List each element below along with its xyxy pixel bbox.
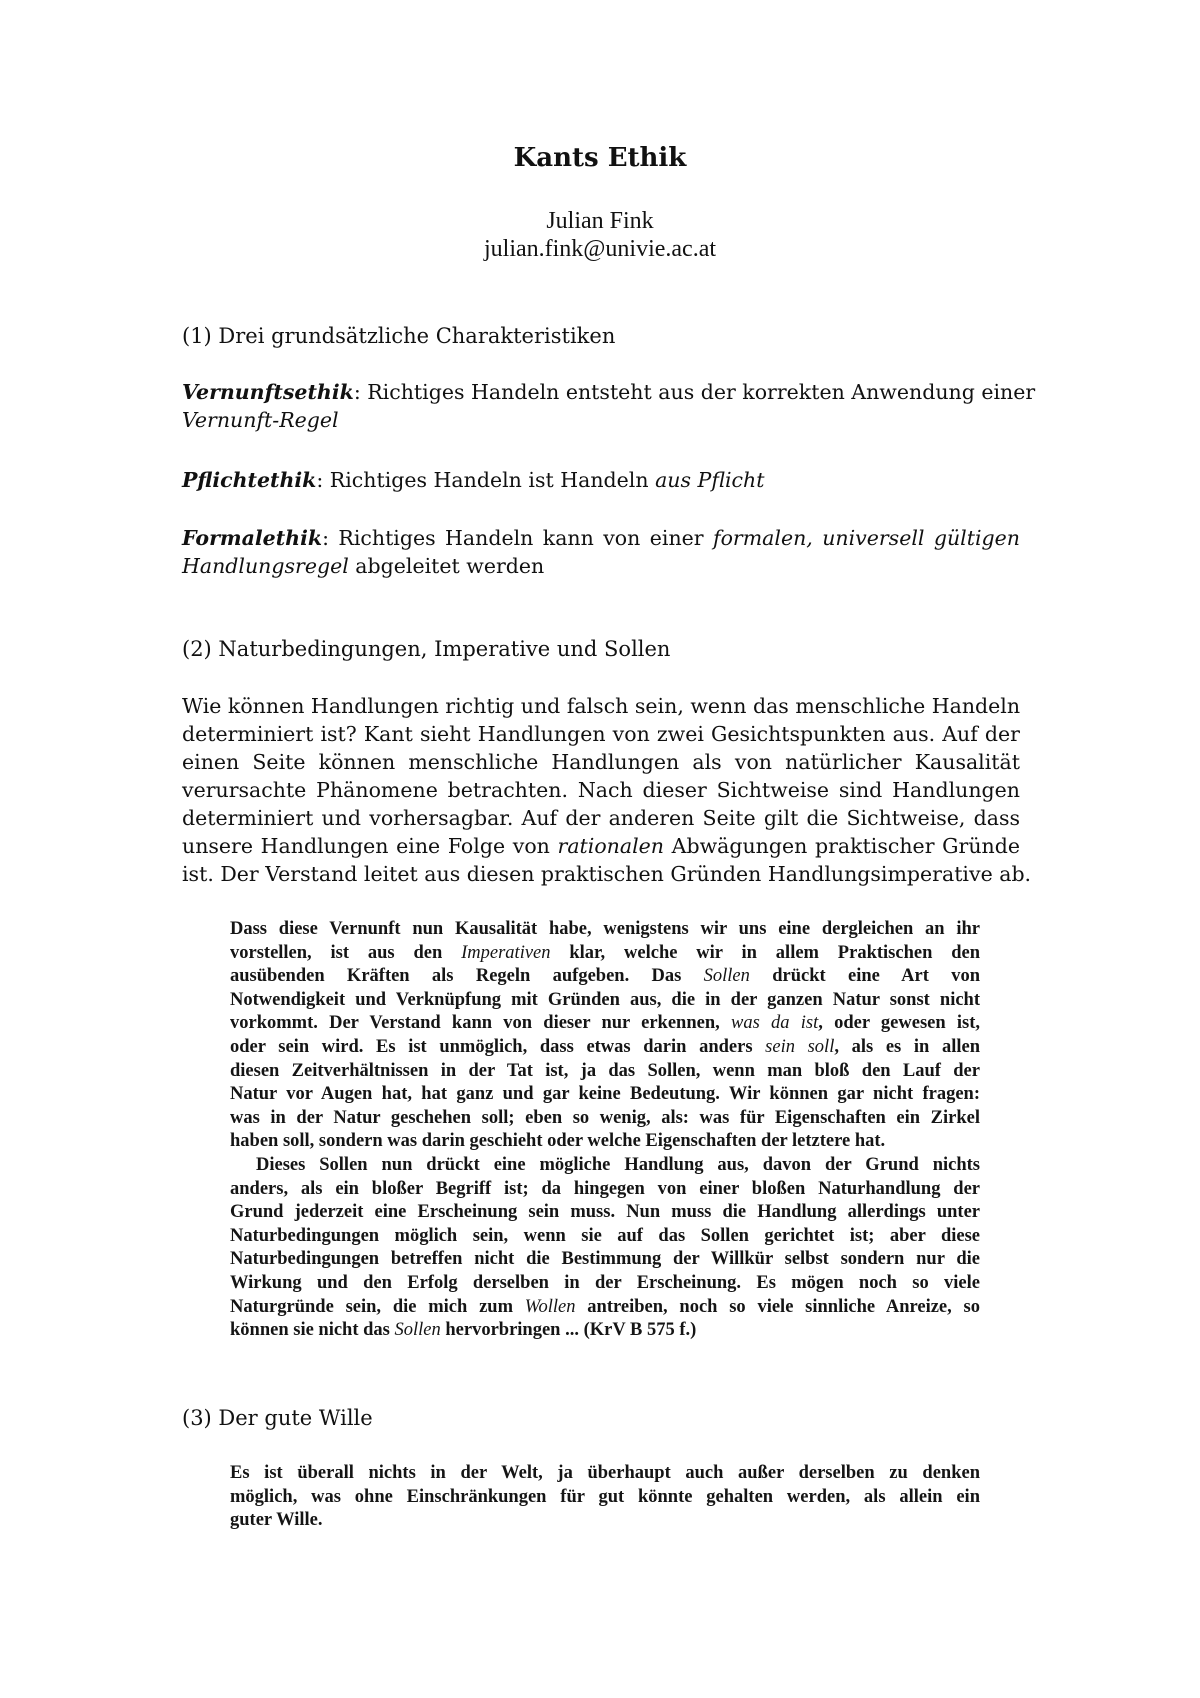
- quote-emphasis: was da ist: [730, 1013, 819, 1034]
- definition-line: [182, 466, 1020, 494]
- quote-line: [230, 1012, 980, 1036]
- quote-emphasis: sein soll: [765, 1036, 835, 1057]
- definition-emphasis: aus Pflicht: [655, 468, 765, 492]
- paragraph-emphasis: rationalen: [557, 834, 664, 858]
- quote-text: drückt eine Art von: [749, 966, 980, 987]
- quote-line: haben soll, sondern was darin geschieht oder welche Eigenschaften der letztere hat.: [230, 1131, 886, 1152]
- quote-line: möglich, was ohne Einschränkungen für gut könnte gehalten werden, als allein ein: [230, 1486, 980, 1507]
- paragraph-line: ist. Der Verstand leitet aus diesen praktischen Gründen Handlungsimperative ab.: [182, 862, 1032, 886]
- quote-line: Dass diese Vernunft nun Kausalität habe, wenigstens wir uns eine dergleichen an ihr: [230, 919, 980, 939]
- kant-quote-krv: [230, 918, 980, 1343]
- quote-line: [230, 1036, 980, 1060]
- quote-line: guter Wille.: [230, 1510, 323, 1531]
- section-1-heading: (1) Drei grundsätzliche Charakteristiken: [182, 324, 616, 348]
- quote-line: anders, als ein bloßer Begriff ist; da hingegen von einer bloßen Naturhandlung der: [230, 1178, 980, 1199]
- quote-line: diesen Zeitverhältnissen in der Tat ist, ja das Sollen, wenn man bloß den Lauf der: [230, 1060, 980, 1081]
- paragraph-text: Abwägungen praktischer Gründe: [664, 834, 1020, 858]
- quote-line: [230, 1319, 980, 1343]
- kant-quote-guter-wille: [230, 1462, 980, 1533]
- quote-line: Dieses Sollen nun drückt eine mögliche Handlung aus, davon der Grund nichts: [256, 1154, 980, 1175]
- quote-line: was in der Natur geschehen soll; eben so wenig, als: was für Eigenschaften ein Zirkel: [230, 1107, 980, 1128]
- definition-continuation: Vernunft-Regel: [182, 408, 339, 432]
- term-formalethik: Formalethik: [182, 526, 323, 550]
- quote-text: vorstellen, ist aus den: [230, 942, 462, 963]
- definition-vernunftsethik: [182, 378, 1036, 434]
- section-3-heading: (3) Der gute Wille: [182, 1406, 373, 1430]
- paragraph-line: determiniert ist? Kant sieht Handlungen von zwei Gesichtspunkten aus. Auf der: [182, 722, 1020, 746]
- quote-line: [230, 1296, 980, 1320]
- quote-text: können sie nicht das: [230, 1320, 395, 1341]
- quote-emphasis: Sollen: [394, 1320, 441, 1341]
- quote-text: antreiben, noch so viele sinnliche Anreize, so: [575, 1296, 981, 1317]
- quote-line: Naturbedingungen möglich sein, wenn sie auf das Sollen gerichtet ist; aber diese: [230, 1225, 980, 1246]
- definition-line: [182, 378, 1036, 406]
- section-2-paragraph: [182, 692, 1032, 888]
- quote-emphasis: Wollen: [524, 1296, 576, 1317]
- quote-text: , als es in allen: [834, 1036, 980, 1057]
- quote-line: Grund jederzeit eine Erscheinung sein muss. Nun muss die Handlung allerdings unter: [230, 1202, 980, 1223]
- author-email: julian.fink@univie.ac.at: [483, 236, 717, 262]
- paragraph-line: Wie können Handlungen richtig und falsch sein, wenn das menschliche Handeln: [182, 694, 1021, 718]
- author-name: Julian Fink: [546, 208, 654, 234]
- quote-line: [230, 942, 980, 966]
- section-2-heading: (2) Naturbedingungen, Imperative und Sollen: [182, 637, 671, 661]
- definition-line: [182, 552, 1020, 580]
- term-vernunftsethik: Vernunftsethik: [182, 380, 354, 404]
- quote-line: Es ist überall nichts in der Welt, ja überhaupt auch außer derselben zu denken: [230, 1463, 980, 1483]
- quote-text: Naturgründe sein, die mich zum: [230, 1296, 525, 1317]
- quote-text: klar, welche wir in allem Praktischen den: [550, 942, 980, 963]
- paragraph-text: unsere Handlungen eine Folge von: [182, 834, 558, 858]
- quote-line: Wirkung und den Erfolg derselben in der Erscheinung. Es mögen noch so viele: [230, 1272, 980, 1293]
- quote-line: [230, 965, 980, 989]
- quote-text: hervorbringen ... (KrV B 575 f.): [440, 1320, 697, 1341]
- definition-text: abgeleitet werden: [348, 554, 545, 578]
- quote-text: ausübenden Kräften als Regeln aufgeben. Das: [230, 966, 704, 987]
- definition-text: : Richtiges Handeln kann von einer: [322, 526, 713, 550]
- definition-line: [182, 524, 1020, 552]
- paragraph-line: determiniert und vorhersagbar. Auf der anderen Seite gilt die Sichtweise, dass: [182, 806, 1020, 830]
- definition-text: : Richtiges Handeln ist Handeln: [316, 468, 656, 492]
- definition-emphasis: Handlungsregel: [182, 554, 349, 578]
- quote-emphasis: Imperativen: [461, 942, 551, 963]
- definition-pflichtethik: [182, 466, 1020, 494]
- term-pflichtethik: Pflichtethik: [182, 468, 317, 492]
- definition-formalethik: [182, 524, 1020, 580]
- quote-line: Naturbedingungen betreffen nicht die Bestimmung der Willkür selbst sondern nur die: [230, 1249, 980, 1270]
- quote-text: vorkommt. Der Verstand kann von dieser nur erkennen,: [230, 1013, 731, 1034]
- paragraph-line: verursachte Phänomene betrachten. Nach dieser Sichtweise sind Handlungen: [182, 778, 1020, 802]
- quote-emphasis: Sollen: [703, 966, 750, 987]
- paragraph-line: [182, 832, 1020, 860]
- quote-text: oder sein wird. Es ist unmöglich, dass etwas darin anders: [230, 1036, 766, 1057]
- definition-text: : Richtiges Handeln entsteht aus der korrekten Anwendung einer: [353, 380, 1036, 404]
- paragraph-line: einen Seite können menschliche Handlungen als von natürlicher Kausalität: [182, 750, 1020, 774]
- quote-line: Notwendigkeit und Verknüpfung mit Gründen aus, die in der ganzen Natur sonst nicht: [230, 989, 980, 1010]
- quote-text: , oder gewesen ist,: [818, 1013, 981, 1034]
- document-title: Kants Ethik: [513, 143, 687, 173]
- definition-emphasis: formalen, universell gültigen: [713, 526, 1020, 550]
- quote-line: Natur vor Augen hat, hat ganz und gar keine Bedeutung. Wir können gar nicht fragen:: [230, 1084, 980, 1105]
